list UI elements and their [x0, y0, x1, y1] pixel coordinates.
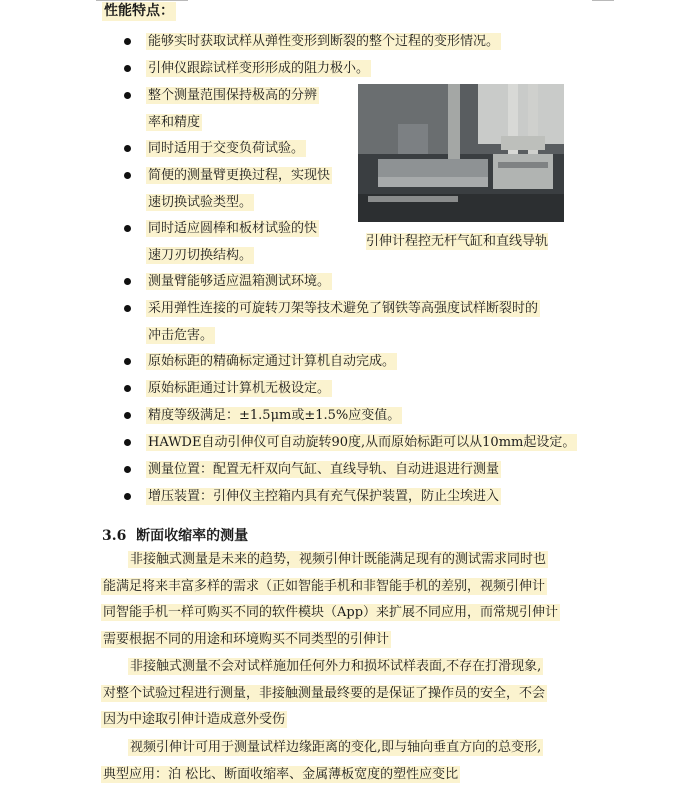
feature-item: 原始标距的精确标定通过计算机自动完成。 — [148, 354, 396, 369]
feature-item: 精度等级满足：±1.5μm或±1.5%应变值。 — [148, 408, 401, 423]
feature-item: 速刀刃切换结构。 — [148, 247, 253, 263]
feature-item: 采用弹性连接的可旋转刀架等技术避免了钢铁等高强度试样断裂时的 — [148, 301, 539, 316]
feature-item: 同时适用于交变负荷试验。 — [148, 141, 305, 156]
bullet-icon — [124, 225, 131, 232]
subsection-number: 3.6 — [102, 528, 127, 544]
feature-item: 率和精度 — [148, 114, 201, 130]
bullet-icon — [124, 92, 131, 99]
bullet-icon — [124, 305, 131, 312]
feature-item: 冲击危害。 — [148, 327, 214, 343]
bullet-icon — [124, 172, 131, 179]
feature-item: 速切换试验类型。 — [148, 194, 253, 210]
feature-item: 简便的测量臂更换过程，实现快 — [148, 168, 331, 183]
feature-item: 增压装置：引伸仪主控箱内具有充气保护装置，防止尘埃进入 — [148, 489, 500, 504]
paragraph-line: 能满足将来丰富多样的需求（正如智能手机和非智能手机的差别，视频引伸计 — [103, 578, 546, 594]
paragraph-line: 非接触式测量是未来的趋势，视频引伸计既能满足现有的测试需求同时也 — [130, 552, 547, 567]
bullet-icon — [124, 412, 131, 419]
paragraph-line: 需要根据不同的用途和环境购买不同类型的引伸计 — [103, 631, 390, 647]
feature-item: 引伸仪跟踪试样变形形成的阻力极小。 — [148, 61, 370, 76]
bullet-icon — [124, 493, 131, 500]
extensometer-illustration — [358, 84, 564, 222]
extensometer-photo — [358, 84, 564, 222]
feature-item: 测量位置：配置无杆双向气缸、直线导轨、自动进退进行测量 — [148, 462, 500, 477]
bullet-icon — [124, 145, 131, 152]
bullet-icon — [124, 65, 131, 72]
paragraph-line: 对整个试验过程进行测量，非接触测量最终要的是保证了操作员的安全，不会 — [103, 685, 546, 701]
feature-item: 整个测量范围保持极高的分辨 — [148, 88, 318, 103]
top-rule-left — [96, 0, 188, 1]
bullet-icon — [124, 278, 131, 285]
feature-item: 同时适应圆棒和板材试验的快 — [148, 221, 318, 236]
top-rule-right — [592, 0, 614, 1]
bullet-icon — [124, 439, 131, 446]
paragraph-line: 同智能手机一样可购买不同的软件模块（App）来扩展不同应用，而常规引伸计 — [103, 605, 559, 620]
subsection-title — [102, 527, 248, 546]
paragraph-line: 视频引伸计可用于测量试样边缘距离的变化,即与轴向垂直方向的总变形, — [130, 740, 542, 755]
bullet-icon — [124, 466, 131, 473]
bullet-icon — [124, 358, 131, 365]
paragraph-line: 非接触式测量不会对试样施加任何外力和损坏试样表面,不存在打滑现象, — [130, 659, 542, 674]
bullet-icon — [124, 385, 131, 392]
bullet-icon — [124, 38, 131, 45]
subsection-title-text: 断面收缩率的测量 — [136, 528, 249, 544]
paragraph-line: 因为中途取引伸计造成意外受伤 — [103, 712, 286, 727]
section-title: 性能特点： — [104, 3, 174, 19]
feature-item: 原始标距通过计算机无极设定。 — [148, 381, 331, 396]
image-caption: 引伸计程控无杆气缸和直线导轨 — [366, 234, 549, 249]
feature-item: 能够实时获取试样从弹性变形到断裂的整个过程的变形情况。 — [148, 34, 500, 49]
feature-item: HAWDE自动引伸仪可自动旋转90度,从而原始标距可以从10mm起设定。 — [148, 435, 576, 450]
feature-item: 测量臂能够适应温箱测试环境。 — [148, 274, 331, 289]
paragraph-line: 典型应用：泊 松比、断面收缩率、金属薄板宽度的塑性应变比 — [103, 766, 459, 782]
